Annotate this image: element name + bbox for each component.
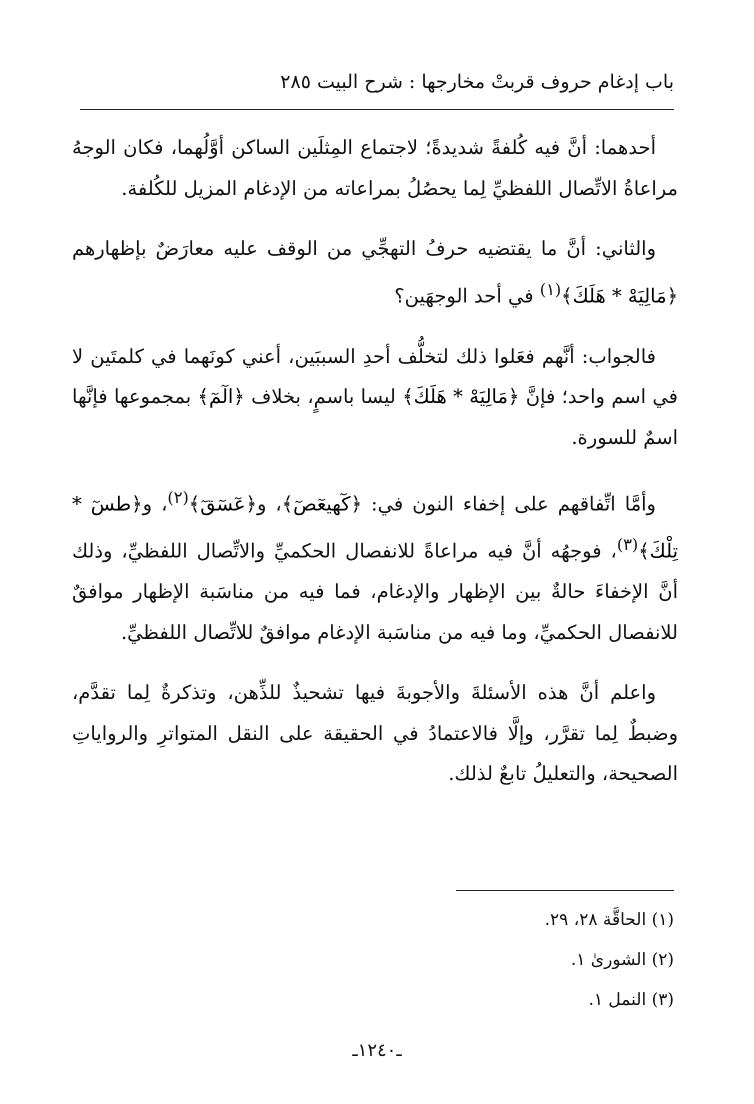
paragraph-2-text-a: والثاني: أنَّ ما يقتضيه حرفُ التهجِّي من الوقف عليه معارَضٌ بإظهارهم [72, 237, 656, 260]
paragraph-2-text-b: في أحد الوجهَين؟ [394, 284, 534, 307]
header-divider [80, 109, 674, 110]
paragraph-4-text-b: ، و [256, 492, 282, 516]
quran-quote: ﴿مَالِيَهْ * هَلَكَ﴾ [402, 385, 520, 408]
page-number: ـ١٢٤٠ـ [352, 1040, 402, 1061]
footnote-1: (١) الحاقَّة ٢٨، ٢٩. [544, 910, 674, 930]
quran-quote: ﴿كٓهيعٓصٓ﴾ [281, 492, 362, 516]
paragraph-3-text-a: فالجواب: أنَّهم فعَلوا ذلك لتخلُّف أحدِ السببَين، أعني كونَهما في كلمتَين لا في اسم واحد؛ فإنَّ [72, 344, 678, 408]
footnote-2: (٢) الشورىٰ ١. [570, 950, 674, 970]
footnotes [300, 900, 674, 1020]
footnote-divider [456, 890, 674, 891]
paragraph-5: واعلم أنَّ هذه الأسئلةَ والأجوبةَ فيها تشحيذٌ للذِّهن، وتذكرةٌ لِما تقدَّم، وضبطٌ لِما تقرَّر، وإلَّا فالاعتمادُ في الحقيقة على النقل المتواترِ والرواياتِ الصحيحة، والتعليلُ تابعٌ لذلك. [72, 681, 678, 785]
quran-quote: ﴿مَالِيَهْ * هَلَكَ﴾ [561, 284, 678, 307]
paragraph-2 [72, 229, 678, 317]
paragraph-3-text-c: بمجموعها فإنَّها اسمٌ للسورة. [72, 385, 678, 449]
paragraph-4-text-a: وأمَّا اتِّفاقهم على إخفاء النون في: [371, 492, 656, 516]
paragraph-3 [72, 337, 678, 459]
footnote-3: (٣) النمل ١. [588, 990, 674, 1010]
paragraph-1: أحدهما: أنَّ فيه كُلفةً شديدةً؛ لاجتماع المِثلَين الساكن أوَّلُهما، فكان الوجهُ مراعاةُ الاتِّصال اللفظيِّ لِما يحصُلُ بمراعاته من الإدغام المزيل للكُلفة. [72, 136, 678, 200]
running-head: باب إدغام حروف قربتْ مخارجها : شرح البيت ٢٨٥ [280, 71, 674, 93]
main-text [72, 128, 678, 795]
paragraph-4-text-c: ، و [142, 492, 168, 516]
quran-quote: ﴿عٓسٓقٓ﴾ [188, 492, 257, 516]
quran-quote: ﴿طسٓ * تِلْكَ﴾ [72, 492, 678, 563]
quran-quote: ﴿الٓمٓ﴾ [197, 385, 245, 408]
paragraph-4 [72, 478, 678, 653]
paragraph-3-text-b: ليسا باسمٍ، بخلاف [251, 385, 396, 408]
paragraph-4-text-d: ، فوجهُه أنَّ فيه مراعاةً للانفصال الحكميِّ والاتِّصال اللفظيِّ، وذلك أنَّ الإخفاءَ حالةٌ بين الإظهار والإدغام، فما فيه من مناسَبة الإظهار موافقٌ للانفصال الحكميِّ، وما فيه من مناسَبة الإدغام موافقٌ للاتِّصال اللفظيِّ. [72, 539, 678, 644]
footnote-ref-2: (٢) [167, 488, 189, 507]
footnote-ref-1: (١) [539, 279, 562, 299]
footnote-ref-3: (٣) [616, 535, 639, 554]
